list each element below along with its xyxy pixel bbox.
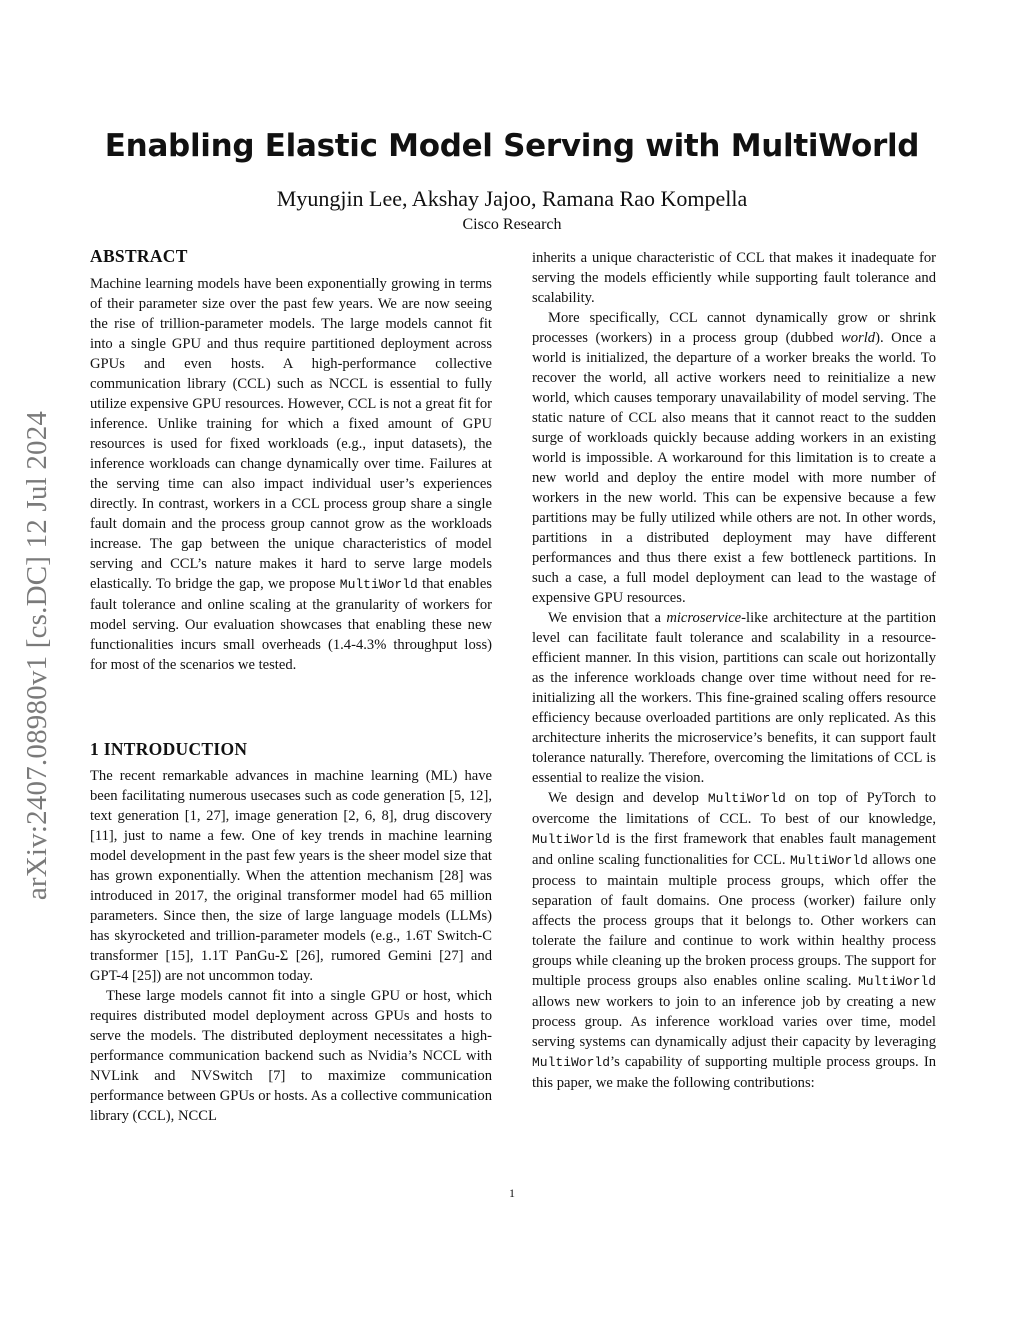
- abstract-paragraph: Machine learning models have been exponentially growing in terms of their parameter size over the past few years. We are now seeing the rise of trillion-parameter models. The large models cannot fit into a single GPU and thus require partitioned deployment across GPUs and even hosts. A high-performance collective communication library (CCL) such as NCCL is essential to fully utilize expensive GPU resources. However, CCL is not a great fit for inference. Unlike training for which a fixed amount of GPU resources is used for fixed workloads (e.g., input datasets), the inference workloads can change dynamically over time. Failures at the serving time can also impact individual user’s experiences directly. In contrast, workers in a CCL process group share a single fault domain and the process group cannot grow as the workloads increase. The gap between the unique characteristics of model serving and CCL’s nature makes it hard to serve large models elastically. To bridge the gap, we propose MultiWorld that enables fault tolerance and online scaling at the granularity of workers for model serving. Our evaluation showcases that enabling these new functionalities incurs small overheads (1.4-4.3% throughput loss) for most of the scenarios we tested.: [90, 276, 492, 673]
- intro-paragraph-2: These large models cannot fit into a single GPU or host, which requires distributed model deployment across GPUs and hosts to serve the models. The distributed deployment necessitates a high-performance communication backend such as Nvidia’s NCCL with NVLink and NVSwitch [7] to maximize communication performance between GPUs or hosts. As a collective communication library (CCL), NCCL: [90, 988, 492, 1124]
- affiliation: Cisco Research: [462, 216, 562, 233]
- intro-paragraph-4: More specifically, CCL cannot dynamically grow or shrink processes (workers) in a process group (dubbed world). Once a world is initialized, the departure of a worker breaks the world. To recover the world, all active workers need to reinitialize a new world, which causes temporary unavailability of model serving. The static nature of CCL also means that it cannot react to the sudden surge of workloads quickly because adding workers in an existing world is impossible. A workaround for this limitation is to create a new world and deploy the entire model with more number of workers in the new world. This can be expensive because a few partitions may be fully utilized while others are not. In other words, partitions in a distributed deployment may have different performances and thus there exist a few bottleneck partitions. In such a case, a full model deployment can lead to the wastage of expensive GPU resources.: [532, 310, 936, 606]
- paper-title: Enabling Elastic Model Serving with MultiWorld: [104, 128, 920, 164]
- intro-paragraph-5: We envision that a microservice-like architecture at the partition level can facilitate fault tolerance and scalability in a resource-efficient manner. In this vision, partitions can scale out horizontally as the inference workloads change over time without need for re-initializing all the workers. This fine-grained scaling offers resource efficiency because overloaded partitions are only replicated. As this architecture inherits the microservice’s benefits, it can support fault tolerance naturally. Therefore, overcoming the limitations of CCL is essential to realize the vision.: [532, 610, 937, 786]
- right-column: [532, 248, 936, 1093]
- intro-paragraph-3: inherits a unique characteristic of CCL that makes it inadequate for serving the models efficiently while supporting fault tolerance and scalability.: [532, 250, 936, 306]
- code-multiworld: MultiWorld: [532, 1055, 611, 1070]
- abstract-heading: ABSTRACT: [90, 246, 188, 266]
- code-multiworld: MultiWorld: [707, 791, 786, 806]
- code-multiworld: MultiWorld: [532, 832, 611, 847]
- arxiv-id: arXiv:2407.08980v1 [cs.DC] 12 Jul 2024: [21, 410, 54, 900]
- intro-paragraph-1: The recent remarkable advances in machine learning (ML) have been facilitating numerous usecases such as code generation [5, 12], text generation [1, 27], image generation [2, 6, 8], drug discovery [11], just to name a few. One of key trends in machine learning model development in the past few years is the sheer model size that has grown exponentially. When the attention mechanism [28] was introduced in 2017, the original transformer model had 65 million parameters. Since then, the size of large language models (LLMs) has skyrocketed and trillion-parameter models (e.g., 1.6T Switch-C transformer [15], 1.1T PanGu-Σ [26], rumored Gemini [27] and GPT-4 [25]) are not uncommon today.: [90, 768, 492, 984]
- introduction-heading: 1 INTRODUCTION: [90, 739, 248, 759]
- code-multiworld: MultiWorld: [339, 577, 418, 592]
- code-multiworld: MultiWorld: [789, 853, 868, 868]
- left-column: [90, 244, 492, 1126]
- page-number: 1: [509, 1186, 515, 1200]
- arxiv-stamp: [14, 365, 62, 945]
- intro-paragraph-6: We design and develop MultiWorld on top of PyTorch to overcome the limitations of CCL. To best of our knowledge, MultiWorld is the first framework that enables fault management and online scaling functionalities for CCL. MultiWorld allows one process to maintain multiple process groups, which offer the separation of fault domains. One process (worker) failure only affects the process groups that it belongs to. Other workers can tolerate the failure and continue to work within healthy process groups while cleaning up the broken process groups. The support for multiple process groups also enables online scaling. MultiWorld allows new workers to join to an inference job by creating a new process group. As inference workload varies over time, model serving systems can dynamically adjust their capacity by leveraging MultiWorld’s capability of supporting multiple process groups. In this paper, we make the following contributions:: [532, 790, 936, 1091]
- author-list: Myungjin Lee, Akshay Jajoo, Ramana Rao Kompella: [276, 186, 748, 211]
- code-multiworld: MultiWorld: [857, 974, 936, 989]
